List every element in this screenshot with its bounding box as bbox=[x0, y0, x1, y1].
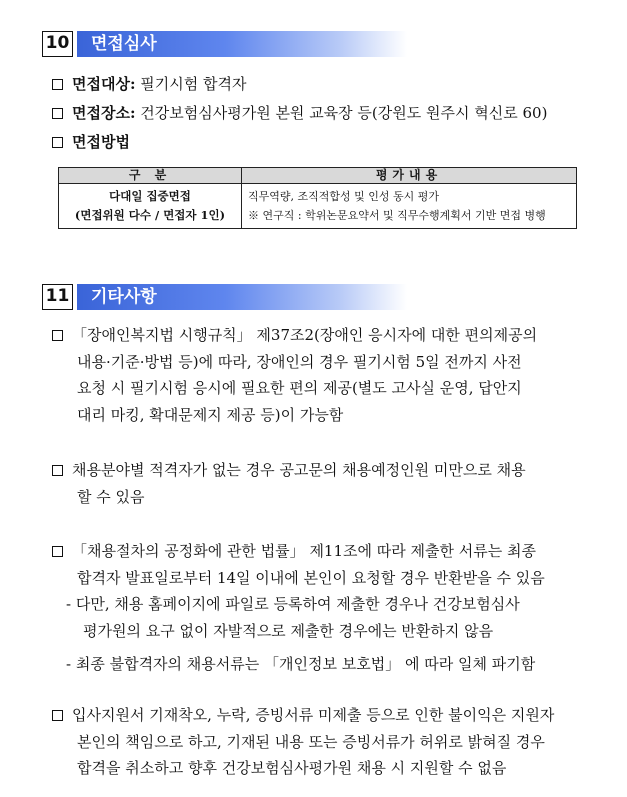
table-header-category: 구 분 bbox=[59, 168, 242, 184]
section-number: 11 bbox=[42, 284, 73, 310]
paragraph-document-return: 「채용절차의 공정화에 관한 법률」 제11조에 따라 제출한 서류는 최종 합격자 발표일로부터 14일 이내에 본인이 요청할 경우 반환받을 수 있음 bbox=[52, 538, 592, 591]
paragraph-disability-accommodation: 「장애인복지법 시행규칙」 제37조2(장애인 응시자에 대한 편의제공의 내용·기준·방법 등)에 따라, 장애인의 경우 필기시험 5일 전까지 사전 요청 시 필기시험 응시에 필요한 편의 제공(별도 고사실 운영, 답안지 대리 마킹, 확대문제지 제공 등)이 가능함 bbox=[52, 322, 592, 428]
table-header-content: 평가내용 bbox=[242, 168, 577, 184]
sub-item-disposal: - 최종 불합격자의 채용서류는 「개인정보 보호법」 에 따라 일체 파기함 bbox=[66, 655, 536, 673]
section-title-bar bbox=[77, 284, 407, 310]
checkbox-square-icon bbox=[52, 108, 63, 119]
section-number: 10 bbox=[42, 31, 73, 57]
section-title-bar bbox=[77, 31, 407, 57]
checkbox-square-icon bbox=[52, 330, 63, 341]
section-title: 기타사항 bbox=[91, 287, 157, 307]
checkbox-square-icon bbox=[52, 546, 63, 557]
table-cell-content: 직무역량, 조직적합성 및 인성 동시 평가 ※ 연구직 : 학위논문요약서 및 직무수행계획서 기반 면접 병행 bbox=[242, 184, 577, 229]
paragraph-applicant-responsibility: 입사지원서 기재착오, 누락, 증빙서류 미제출 등으로 인한 불이익은 지원자 본인의 책임으로 하고, 기재된 내용 또는 증빙서류가 허위로 밝혀질 경우 합격을 취소하고 향후 건강보험심사평가원 채용 시 지원할 수 없음 bbox=[52, 702, 592, 782]
sub-item-exception: - 다만, 채용 홈페이지에 파일로 등록하여 제출한 경우나 건강보험심사 평가원의 요구 없이 자발적으로 제출한 경우에는 반환하지 않음 bbox=[66, 595, 520, 640]
interview-place: 면접장소: 건강보험심사평가원 본원 교육장 등(강원도 원주시 혁신로 60) bbox=[52, 103, 547, 123]
checkbox-square-icon bbox=[52, 79, 63, 90]
interview-table bbox=[58, 167, 577, 229]
interview-method: 면접방법 bbox=[52, 132, 130, 152]
checkbox-square-icon bbox=[52, 137, 63, 148]
paragraph-hiring-shortfall: 채용분야별 적격자가 없는 경우 공고문의 채용예정인원 미만으로 채용 할 수 있음 bbox=[52, 457, 592, 510]
checkbox-square-icon bbox=[52, 465, 63, 476]
checkbox-square-icon bbox=[52, 710, 63, 721]
interview-target: 면접대상: 필기시험 합격자 bbox=[52, 74, 246, 94]
table-cell-category: 다대일 집중면접 (면접위원 다수 / 면접자 1인) bbox=[59, 184, 242, 229]
section-title: 면접심사 bbox=[91, 34, 157, 54]
